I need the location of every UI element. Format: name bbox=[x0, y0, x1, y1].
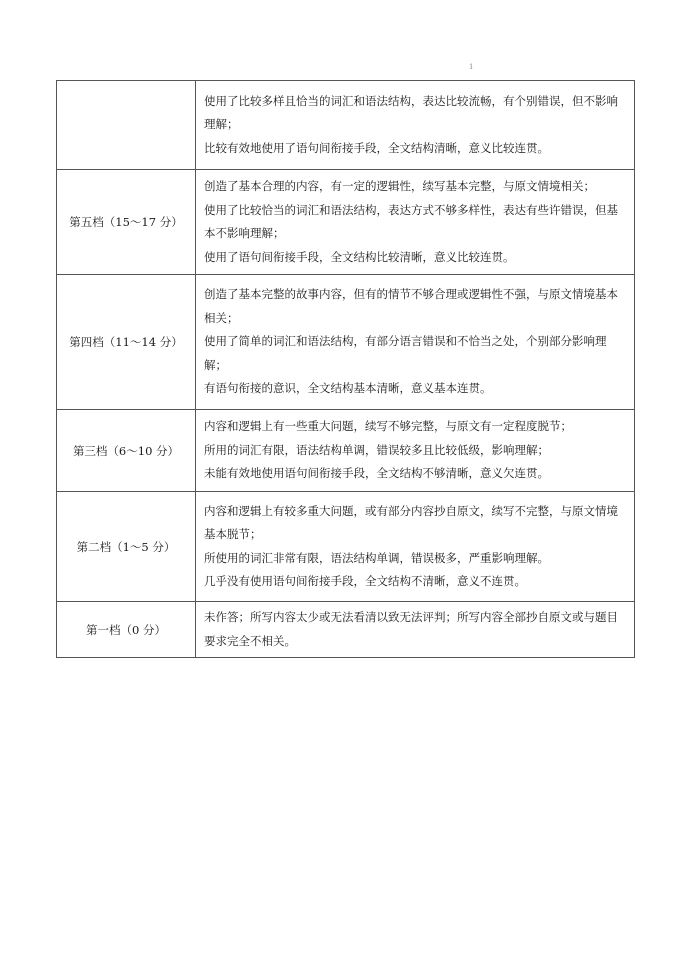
criteria-cell bbox=[196, 602, 635, 658]
table-row bbox=[57, 81, 635, 170]
criteria-line: 使用了语句间衔接手段，全文结构比较清晰，意义比较连贯。 bbox=[204, 249, 515, 264]
criteria-line: 未作答；所写内容太少或无法看清以致无法评判；所写内容全部抄自原文或与题目要求完全不相关。 bbox=[204, 610, 618, 648]
criteria-line: 创造了基本合理的内容，有一定的逻辑性，续写基本完整，与原文情境相关； bbox=[204, 179, 595, 193]
grade-cell: 第三档（6～10 分） bbox=[57, 410, 196, 492]
scoring-rubric-table bbox=[56, 80, 635, 658]
criteria-cell bbox=[196, 170, 635, 275]
criteria-cell bbox=[196, 81, 635, 170]
grade-cell: 第二档（1～5 分） bbox=[57, 492, 196, 602]
table-row bbox=[57, 410, 635, 492]
criteria-line: 未能有效地使用语句间衔接手段，全文结构不够清晰，意义欠连贯。 bbox=[204, 466, 549, 481]
page-number-mark: 1 bbox=[469, 63, 474, 71]
criteria-line: 比较有效地使用了语句间衔接手段，全文结构清晰，意义比较连贯。 bbox=[204, 140, 549, 155]
criteria-cell bbox=[196, 275, 635, 410]
grade-cell: 第四档（11～14 分） bbox=[57, 275, 196, 410]
criteria-line: 几乎没有使用语句间衔接手段，全文结构不清晰，意义不连贯。 bbox=[204, 574, 526, 588]
table-row bbox=[57, 275, 635, 410]
criteria-line: 使用了比较多样且恰当的词汇和语法结构，表达比较流畅，有个别错误，但不影响理解； bbox=[204, 93, 618, 132]
criteria-cell bbox=[196, 410, 635, 492]
criteria-line: 内容和逻辑上有较多重大问题，或有部分内容抄自原文，续写不完整，与原文情境基本脱节； bbox=[204, 503, 618, 541]
criteria-line: 使用了比较恰当的词汇和语法结构，表达方式不够多样性，表达有些许错误，但基本不影响理解； bbox=[204, 202, 618, 240]
table-row bbox=[57, 170, 635, 275]
criteria-line: 所用的词汇有限，语法结构单调，错误较多且比较低级，影响理解； bbox=[204, 442, 549, 457]
table-row bbox=[57, 492, 635, 602]
table-row bbox=[57, 602, 635, 658]
criteria-line: 创造了基本完整的故事内容，但有的情节不够合理或逻辑性不强，与原文情境基本相关； bbox=[204, 287, 618, 325]
grade-cell bbox=[57, 81, 196, 170]
criteria-line: 内容和逻辑上有一些重大问题，续写不够完整，与原文有一定程度脱节； bbox=[204, 419, 572, 434]
grade-cell: 第一档（0 分） bbox=[57, 602, 196, 658]
criteria-line: 有语句衔接的意识，全文结构基本清晰，意义基本连贯。 bbox=[204, 381, 492, 396]
criteria-line: 使用了简单的词汇和语法结构，有部分语言错误和不恰当之处，个别部分影响理解； bbox=[204, 334, 607, 372]
criteria-line: 所使用的词汇非常有限，语法结构单调，错误极多，严重影响理解。 bbox=[204, 550, 549, 565]
grade-cell: 第五档（15～17 分） bbox=[57, 170, 196, 275]
criteria-cell bbox=[196, 492, 635, 602]
